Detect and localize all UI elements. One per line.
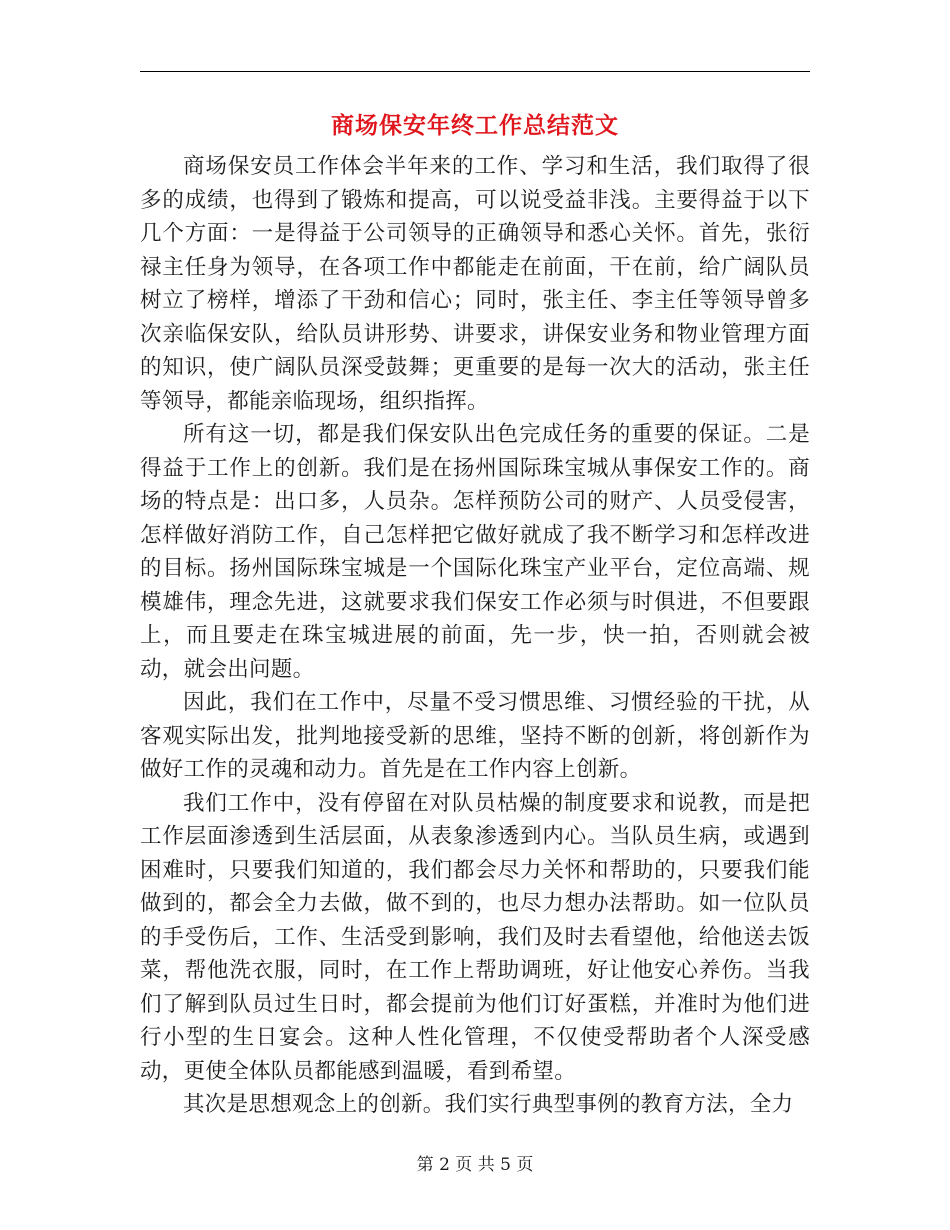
header-rule [140,71,810,72]
document-body [140,150,810,1122]
paragraph: 因此，我们在工作中，尽量不受习惯思维、习惯经验的干扰，从客观实际出发，批判地接受新的思维，坚持不断的创新，将创新作为做好工作的灵魂和动力。首先是在工作内容上创新。 [140,690,810,782]
paragraph: 其次是思想观念上的创新。我们实行典型事例的教育方法，全力 [183,1092,794,1117]
document-title: 商场保安年终工作总结范文 [331,112,619,139]
paragraph: 我们工作中，没有停留在对队员枯燥的制度要求和说教，而是把工作层面渗透到生活层面，从表象渗透到内心。当队员生病，或遇到困难时，只要我们知道的，我们都会尽力关怀和帮助的，只要我们能做到的，都会全力去做，做不到的，也尽力想办法帮助。如一位队员的手受伤后，工作、生活受到影响，我们及时去看望他，给他送去饭菜，帮他洗衣服，同时，在工作上帮助调班，好让他安心养伤。当我们了解到队员过生日时，都会提前为他们订好蛋糕，并准时为他们进行小型的生日宴会。这种人性化管理，不仅使受帮助者个人深受感动，更使全体队员都能感到温暖，看到希望。 [140,790,810,1084]
paragraph: 所有这一切，都是我们保安队出色完成任务的重要的保证。二是得益于工作上的创新。我们是在扬州国际珠宝城从事保安工作的。商场的特点是：出口多，人员杂。怎样预防公司的财产、人员受侵害，怎样做好消防工作，自己怎样把它做好就成了我不断学习和怎样改进的目标。扬州国际珠宝城是一个国际化珠宝产业平台，定位高端、规模雄伟，理念先进，这就要求我们保安工作必须与时俱进，不但要跟上，而且要走在珠宝城进展的前面，先一步，快一拍，否则就会被动，就会出问题。 [140,422,810,682]
paragraph: 商场保安员工作体会半年来的工作、学习和生活，我们取得了很多的成绩，也得到了锻炼和提高，可以说受益非浅。主要得益于以下几个方面：一是得益于公司领导的正确领导和悉心关怀。首先，张衍禄主任身为领导，在各项工作中都能走在前面，干在前，给广阔队员树立了榜样，增添了干劲和信心；同时，张主任、李主任等领导曾多次亲临保安队，给队员讲形势、讲要求，讲保安业务和物业管理方面的知识，使广阔队员深受鼓舞；更重要的是每一次大的活动，张主任等领导，都能亲临现场，组织指挥。 [140,154,810,414]
page-number-footer: 第 2 页 共 5 页 [416,1155,534,1175]
